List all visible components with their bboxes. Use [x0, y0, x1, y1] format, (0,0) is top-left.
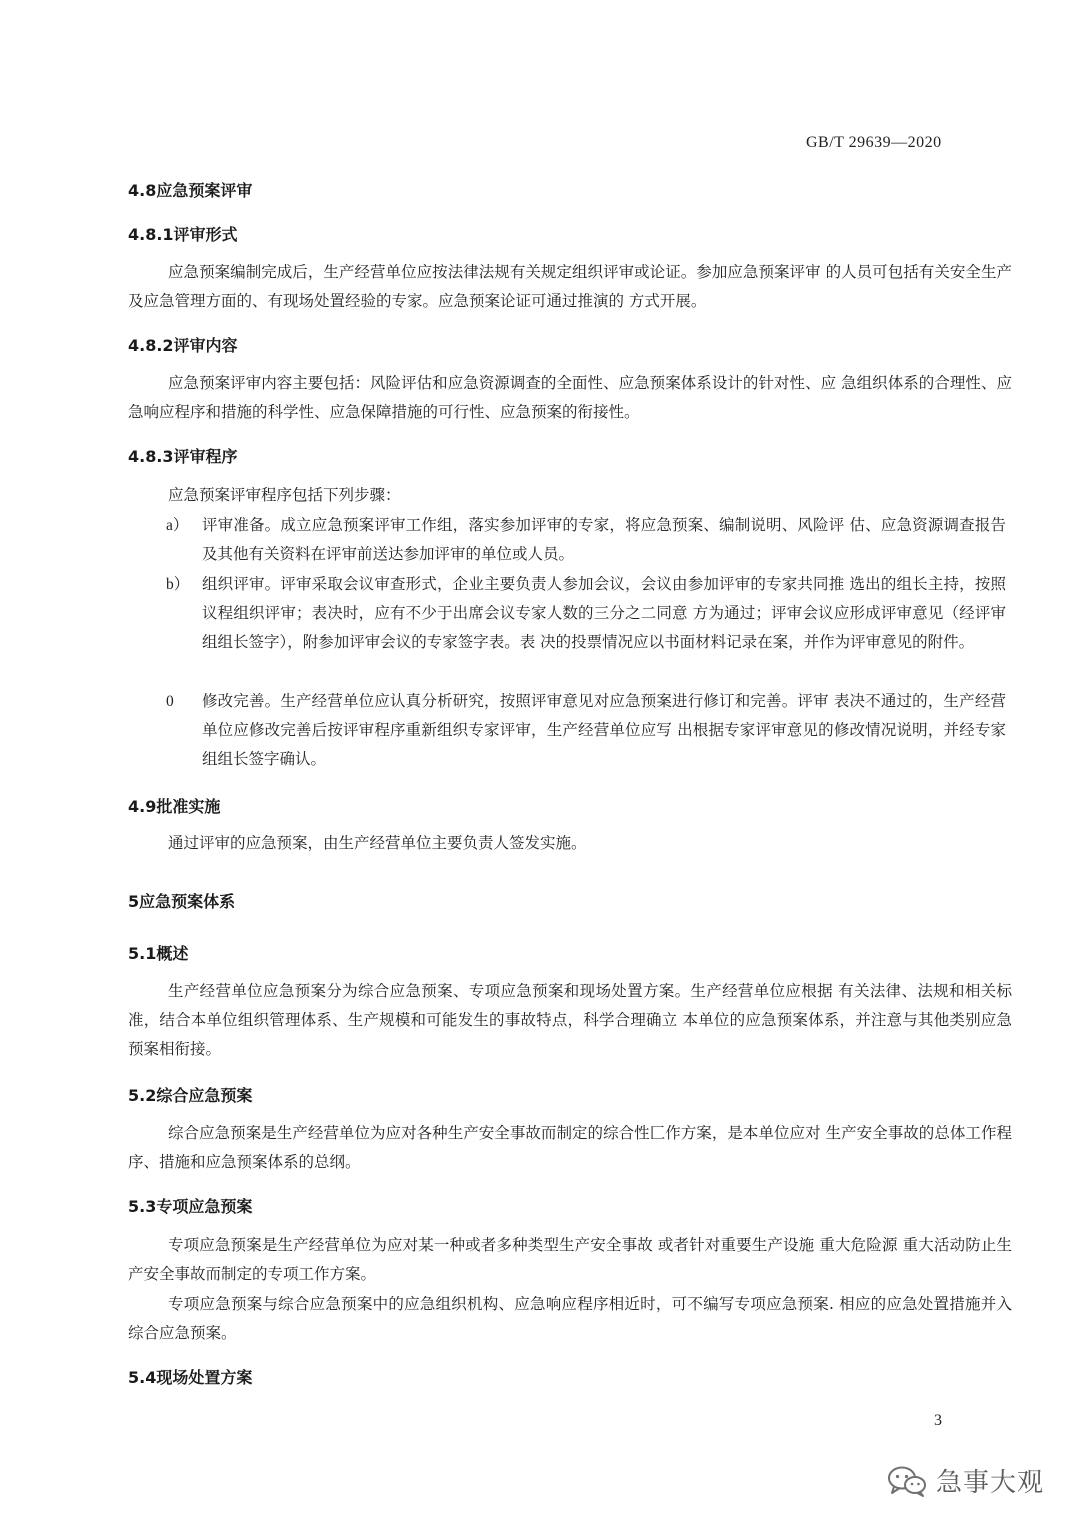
wechat-icon	[886, 1465, 928, 1497]
heading-4-8: 4.8应急预案评审	[128, 181, 253, 200]
list-item-text: 组织评审。评审采取会议审查形式，企业主要负责人参加会议，会议由参加评审的专家共同推 选出的组长主持，按照议程组织评审；表决时，应有不少于出席会议专家人数的三分之二同意 方为通过；评审会议应形成评审意见（经评审组组长签字），附参加评审会议的专家签字表。表 决的投票情况应以书面材料记录在案，并作为评审意见的附件。	[202, 575, 1006, 651]
list-marker: 0	[166, 693, 174, 710]
list-marker: a）	[166, 517, 189, 534]
paragraph-5-3-2: 专项应急预案与综合应急预案中的应急组织机构、应急响应程序相近时，可不编写专项应急预案. 相应的应急处置措施并入综合应急预案。	[128, 1295, 1012, 1342]
heading-4-8-1: 4.8.1评审形式	[128, 225, 238, 244]
heading-5-4: 5.4现场处置方案	[128, 1368, 253, 1387]
paragraph-5-2: 综合应急预案是生产经营单位为应对各种生产安全事故而制定的综合性匚作方案，是本单位应对 生产安全事故的总体工作程序、措施和应急预案体系的总纲。	[128, 1124, 1012, 1171]
paragraph-4-9: 通过评审的应急预案，由生产经营单位主要负责人签发实施。	[168, 834, 587, 852]
heading-5-1: 5.1概述	[128, 944, 189, 963]
page-number: 3	[934, 1412, 942, 1429]
paragraph-4-8-2: 应急预案评审内容主要包括：风险评估和应急资源调查的全面性、应急预案体系设计的针对性、应 急组织体系的合理性、应急响应程序和措施的科学性、应急保障措施的可行性、应急预案的衔接性。	[128, 374, 1012, 421]
paragraph-4-8-3-intro: 应急预案评审程序包括下列步骤：	[168, 486, 401, 504]
paragraph-4-8-1: 应急预案编制完成后，生产经营单位应按法律法规有关规定组织评审或论证。参加应急预案评审 的人员可包括有关安全生产及应急管理方面的、有现场处置经验的专家。应急预案论证可通过推演的 方式开展。	[128, 263, 1012, 310]
paragraph-5-1: 生产经营单位应急预案分为综合应急预案、专项应急预案和现场处置方案。生产经营单位应根据 有关法律、法规和相关标准，结合本单位组织管理体系、生产规模和可能发生的事故特点，科学合理确立 本单位的应急预案体系，并注意与其他类别应急预案相衔接。	[128, 982, 1012, 1058]
heading-5-2: 5.2综合应急预案	[128, 1086, 253, 1105]
list-item-text: 评审准备。成立应急预案评审工作组，落实参加评审的专家，将应急预案、编制说明、风险评 估、应急资源调查报告及其他有关资料在评审前送达参加评审的单位或人员。	[202, 516, 1006, 563]
heading-4-9: 4.9批准实施	[128, 797, 221, 816]
list-item	[166, 511, 1006, 569]
list-marker: b）	[166, 576, 190, 593]
list-item	[166, 570, 1006, 657]
heading-5-3: 5.3专项应急预案	[128, 1197, 253, 1216]
paragraph-5-3-1: 专项应急预案是生产经营单位为应对某一种或者多种类型生产安全事故 或者针对重要生产设施 重大危险源 重大活动防止生产安全事故而制定的专项工作方案。	[128, 1236, 1012, 1283]
standard-code: GB/T 29639—2020	[806, 134, 942, 151]
heading-4-8-3: 4.8.3评审程序	[128, 447, 238, 466]
heading-4-8-2: 4.8.2评审内容	[128, 336, 238, 355]
list-item-text: 修改完善。生产经营单位应认真分析研究，按照评审意见对应急预案进行修订和完善。评审 表决不通过的，生产经营单位应修改完善后按评审程序重新组织专家评审，生产经营单位应写 出根据专家评审意见的修改情况说明，并经专家组组长签字确认。	[202, 692, 1006, 768]
heading-5: 5应急预案体系	[128, 892, 236, 911]
list-item	[166, 687, 1006, 774]
watermark	[886, 1462, 1044, 1499]
watermark-text: 急事大观	[936, 1468, 1045, 1498]
